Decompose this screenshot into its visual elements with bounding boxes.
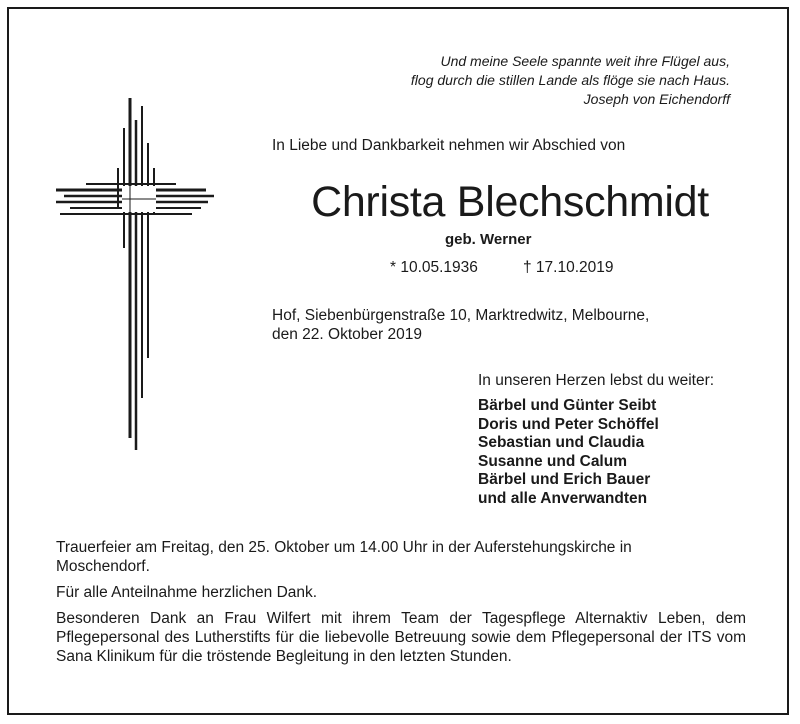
quote-line-2: flog durch die stillen Lande als flöge sie nach Haus. [410,72,730,88]
maiden-name: geb. Werner [445,231,532,248]
date-line: den 22. Oktober 2019 [272,326,422,343]
cross-icon [56,98,216,450]
death-date: † 17.10.2019 [523,259,614,276]
hearts-line: In unseren Herzen lebst du weiter: [478,372,715,389]
quote-author: Joseph von Eichendorff [583,91,730,107]
mourner-item: Doris und Peter Schöffel [478,415,659,433]
place-date [272,306,742,344]
thanks-note: Für alle Anteilnahme herzlichen Dank. [56,584,318,601]
place-line: Hof, Siebenbürgenstraße 10, Marktredwitz, Melbourne, [272,307,650,324]
mourner-item: Susanne und Calum [478,452,627,470]
funeral-notice: Trauerfeier am Freitag, den 25. Oktober um 14.00 Uhr in der Auferstehungskirche in Moschendorf. [56,539,632,575]
mourner-item: Sebastian und Claudia [478,434,645,451]
intro-text: In Liebe und Dankbarkeit nehmen wir Abschied von [272,137,626,154]
quote-line-1: Und meine Seele spannte weit ihre Flügel aus, [440,53,730,69]
poem-quote [310,52,730,109]
mourner-item: und alle Anverwandten [478,489,648,507]
special-thanks: Besonderen Dank an Frau Wilfert mit ihrem Team der Tagespflege Alternaktiv Leben, dem Pflegepersonal des Lutherstifts für die liebevolle Betreuung sowie dem Pflegepersonal der ITS vom Sana Klinikum für die tröstende Begleitung in den letzten Stunden. [56,610,746,665]
mourner-item: Bärbel und Erich Bauer [478,471,651,488]
mourners-list [478,397,659,508]
birth-date: * 10.05.1936 [390,259,478,276]
deceased-name: Christa Blechschmidt [311,178,709,226]
closing-notes [56,538,746,673]
mourner-item: Bärbel und Günter Seibt [478,397,657,414]
